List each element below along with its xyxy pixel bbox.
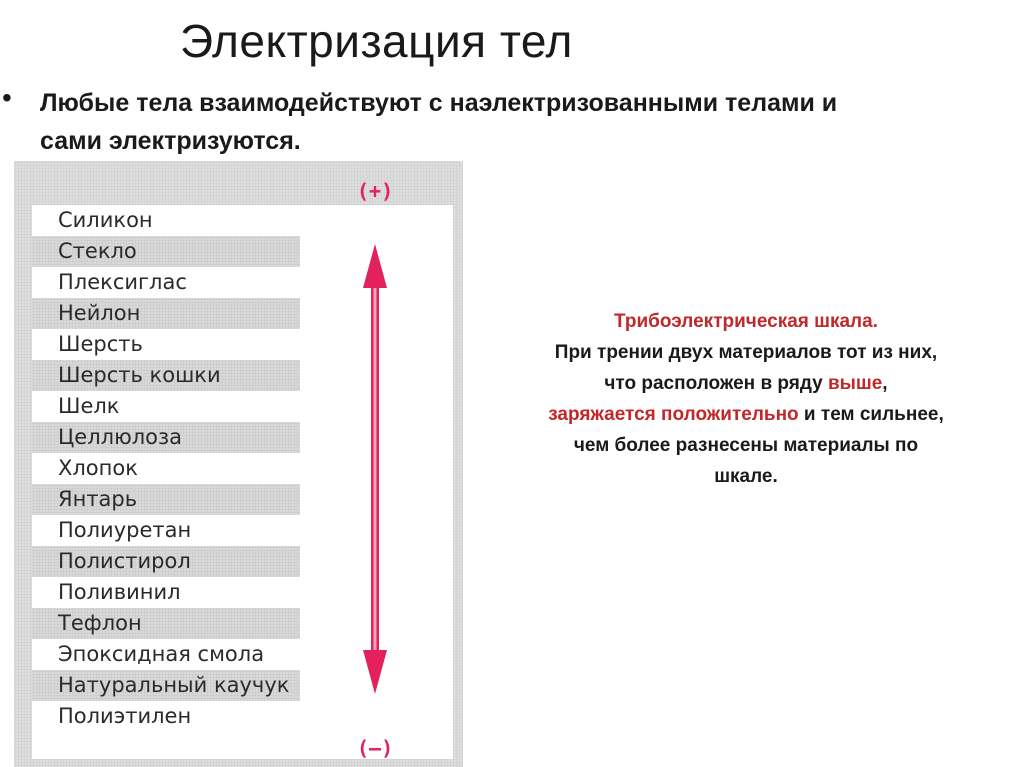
material-item: Полистирол: [32, 546, 300, 577]
description-line-3: [468, 399, 1024, 430]
material-item: Хлопок: [58, 456, 138, 480]
scale-description: [468, 306, 1024, 492]
material-item: Стекло: [32, 236, 300, 267]
material-item: Плексиглас: [58, 270, 187, 294]
material-item: Янтарь: [32, 484, 300, 515]
material-item: Поливинил: [58, 580, 181, 604]
highlight-positive-charge: заряжается положительно: [548, 404, 799, 425]
material-item: Полиуретан: [58, 518, 192, 542]
material-item: Полиэтилен: [58, 704, 192, 728]
material-item: Эпоксидная смола: [58, 642, 265, 666]
bullet-marker: •: [2, 82, 12, 113]
slide-title: Электризация тел: [180, 15, 573, 67]
description-line-2: [468, 368, 1024, 399]
bullet-text-line-2: сами электризуются.: [40, 127, 301, 155]
material-item: Нейлон: [32, 298, 300, 329]
material-item: Натуральный каучук: [32, 670, 300, 701]
material-item: Шелк: [58, 394, 120, 418]
material-item: Тефлон: [32, 608, 300, 639]
negative-pole-label: (–): [357, 736, 394, 760]
highlight-higher: выше: [827, 373, 883, 394]
triboelectric-scale-panel: [14, 161, 463, 767]
double-arrow-icon: [357, 244, 393, 694]
material-item: Шерсть: [58, 332, 143, 356]
material-item: Силикон: [58, 208, 153, 232]
bullet-text: [40, 84, 1000, 160]
description-line-5: шкале.: [714, 466, 778, 487]
description-heading: Трибоэлектрическая шкала.: [614, 311, 878, 332]
material-item: Целлюлоза: [32, 422, 300, 453]
description-line-2-end: ,: [882, 373, 888, 394]
material-item: Шерсть кошки: [32, 360, 300, 391]
description-line-4: чем более разнесены материалы по: [573, 435, 919, 456]
description-line-2-start: что расположен в ряду: [604, 373, 828, 394]
positive-pole-label: (+): [357, 179, 394, 203]
bullet-text-line-1: Любые тела взаимодействуют с наэлектризованными телами и: [40, 89, 838, 117]
description-line-3-end: и тем сильнее,: [798, 404, 944, 425]
description-line-1: При трении двух материалов тот из них,: [554, 342, 938, 363]
